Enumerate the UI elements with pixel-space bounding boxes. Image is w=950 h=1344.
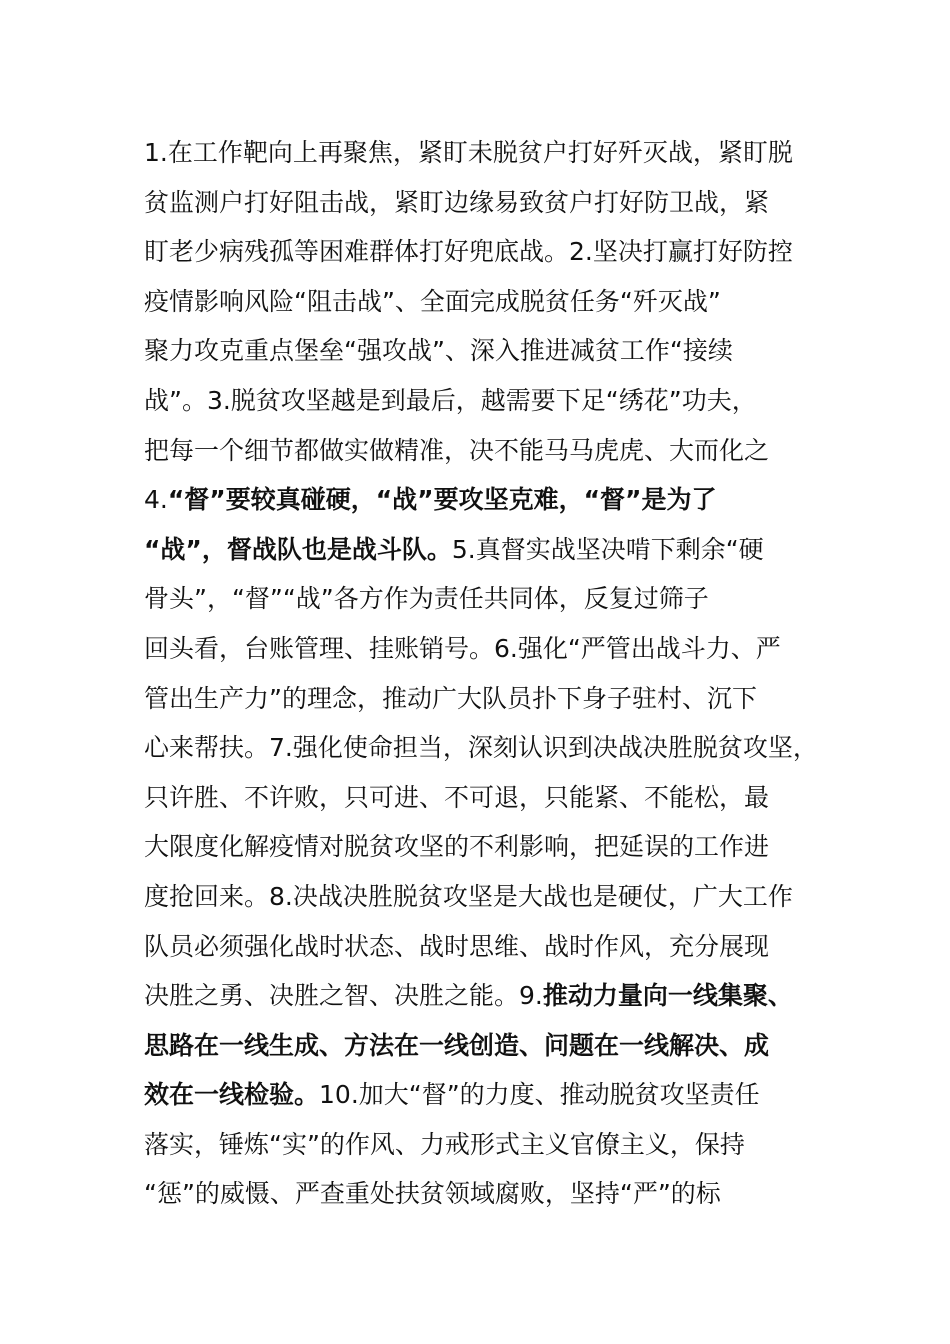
text-segment: 1.在工作靶向上再聚焦，紧盯未脱贫户打好歼灭战，紧盯脱 — [144, 138, 793, 167]
text-line — [144, 326, 820, 376]
text-segment: 只许胜、不许败，只可进、不可退，只能紧、不能松，最 — [144, 782, 770, 812]
bold-text-segment: “战”，督战队也是战斗队。 — [144, 534, 452, 564]
text-line — [144, 1070, 820, 1120]
text-line — [144, 178, 820, 228]
body-paragraph — [144, 128, 820, 1219]
text-segment: 疫情影响风险“阻击战”、全面完成脱贫任务“歼灭战” — [144, 286, 721, 316]
text-segment: 4. — [144, 485, 168, 515]
bold-text-segment: 思路在一线生成、方法在一线创造、问题在一线解决、成 — [144, 1030, 770, 1060]
text-line — [144, 922, 820, 972]
text-segment: 决胜之勇、决胜之智、决胜之能。9. — [144, 981, 543, 1011]
text-segment: 骨头”，“督”“战”各方作为责任共同体，反复过筛子 — [144, 584, 709, 614]
text-segment: 队员必须强化战时状态、战时思维、战时作风，充分展现 — [144, 931, 770, 961]
text-line — [144, 277, 820, 327]
text-segment: 5.真督实战坚决啃下剩余“硬 — [451, 534, 764, 564]
text-segment: 回头看，台账管理、挂账销号。6.强化“严管出战斗力、严 — [144, 633, 781, 663]
text-line — [144, 475, 820, 525]
text-segment: 落实，锤炼“实”的作风、力戒形式主义官僚主义，保持 — [144, 1129, 745, 1159]
text-segment: 贫监测户打好阻击战，紧盯边缘易致贫户打好防卫战，紧 — [144, 187, 770, 217]
text-line — [144, 971, 820, 1021]
text-segment: 10.加大“督”的力度、推动脱贫攻坚责任 — [319, 1080, 760, 1110]
text-segment: “惩”的威慑、严查重处扶贫领域腐败，坚持“严”的标 — [144, 1179, 721, 1209]
text-segment: 心来帮扶。7.强化使命担当，深刻认识到决战决胜脱贫攻坚， — [144, 733, 818, 763]
text-line — [144, 227, 820, 277]
text-line — [144, 1021, 820, 1071]
text-line — [144, 426, 820, 476]
text-line — [144, 574, 820, 624]
text-line — [144, 872, 820, 922]
text-line — [144, 525, 820, 575]
text-line — [144, 1169, 820, 1219]
text-segment: 盯老少病残孤等困难群体打好兜底战。2.坚决打赢打好防控 — [144, 237, 793, 267]
text-line — [144, 376, 820, 426]
bold-text-segment: 推动力量向一线集聚、 — [542, 981, 793, 1011]
text-segment: 管出生产力”的理念，推动广大队员扑下身子驻村、沉下 — [144, 683, 757, 713]
text-segment: 把每一个细节都做实做精准，决不能马马虎虎、大而化之 — [144, 435, 770, 465]
text-line — [144, 773, 820, 823]
bold-text-segment: “督”要较真碰硬，“战”要攻坚克难，“督”是为了 — [167, 485, 717, 515]
text-line — [144, 1120, 820, 1170]
text-line — [144, 674, 820, 724]
text-segment: 大限度化解疫情对脱贫攻坚的不利影响，把延误的工作进 — [144, 832, 770, 862]
text-segment: 战”。3.脱贫攻坚越是到最后，越需要下足“绣花”功夫， — [144, 385, 757, 415]
text-line — [144, 624, 820, 674]
text-line — [144, 128, 820, 178]
text-line — [144, 723, 820, 773]
bold-text-segment: 效在一线检验。 — [144, 1080, 320, 1110]
text-line — [144, 822, 820, 872]
text-segment: 度抢回来。8.决战决胜脱贫攻坚是大战也是硬仗，广大工作 — [144, 881, 793, 911]
text-segment: 聚力攻克重点堡垒“强攻战”、深入推进减贫工作“接续 — [144, 336, 733, 366]
